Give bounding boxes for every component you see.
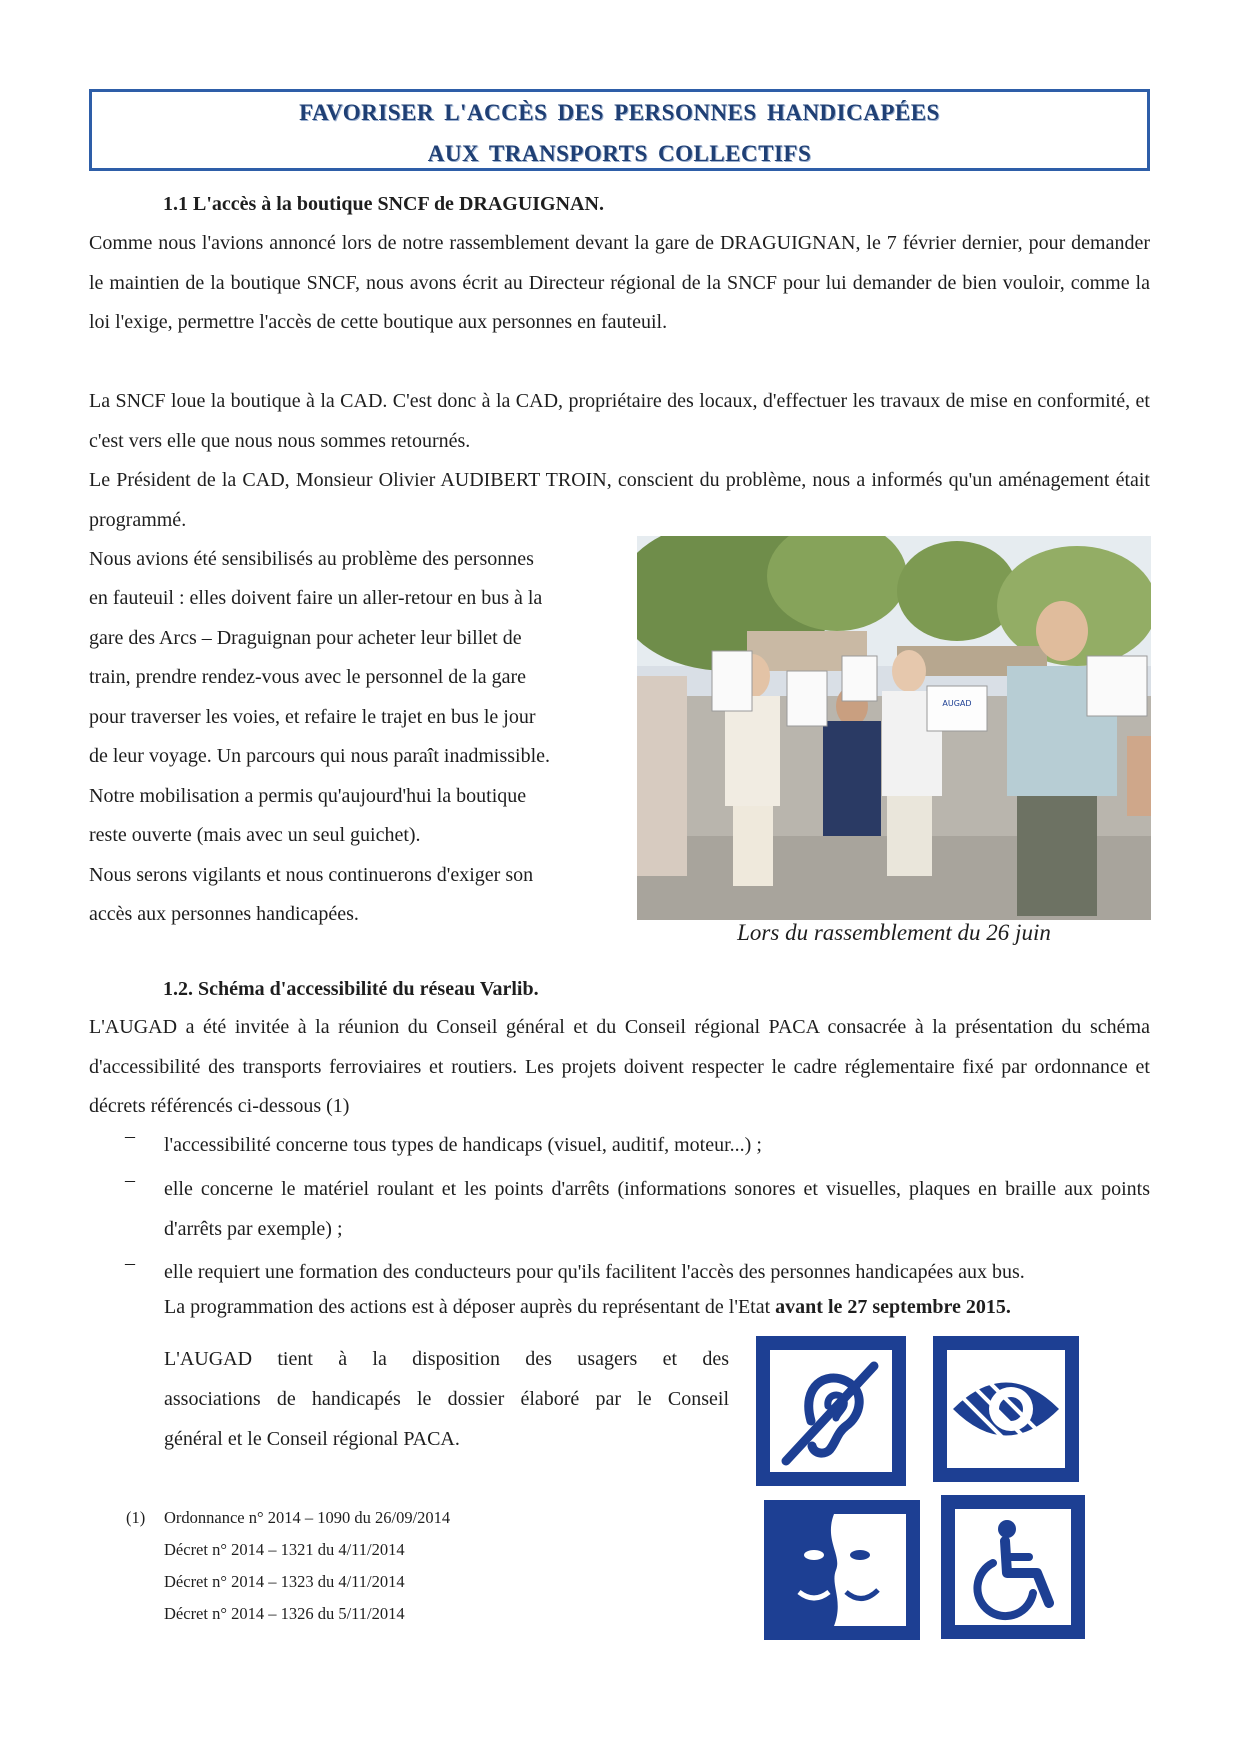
list-item: elle requiert une formation des conducteurs pour qu'ils facilitent l'accès des personnes handicapées aux bus. (164, 1261, 1025, 1283)
section-1-paragraph-1: Comme nous l'avions annoncé lors de notre rassemblement devant la gare de DRAGUIGNAN, le 7 février dernier, pour demander le maintien de la boutique SNCF, nous avons écrit au Directeur régional de la SNCF pour lui demander de bien vouloir, comme la loi l'exige, permettre l'accès de cette boutique aux personnes en fauteuil. (89, 232, 1150, 333)
text-line: Notre mobilisation a permis qu'aujourd'hui la boutique (89, 785, 527, 807)
footnote-marker: (1) (126, 1508, 146, 1527)
list-item: elle concerne le matériel roulant et les points d'arrêts (informations sonores et visuelles, plaques en braille aux points d'arrêts par exemple) ; (164, 1178, 1150, 1240)
section-2-paragraph-1: L'AUGAD a été invitée à la réunion du Conseil général et du Conseil régional PACA consacrée à la présentation du schéma d'accessibilité des transports ferroviaires et routiers. Les projets doivent respecter le cadre réglementaire fixé par ordonnance et décrets référencés ci-dessous (1) (89, 1016, 1150, 1117)
mental-disability-icon (764, 1500, 920, 1645)
hearing-impaired-icon (756, 1336, 906, 1491)
list-item: l'accessibilité concerne tous types de handicaps (visuel, auditif, moteur...) ; (164, 1134, 762, 1156)
footnote-item: Décret n° 2014 – 1321 du 4/11/2014 (164, 1540, 405, 1559)
rally-photo (637, 536, 1151, 920)
deadline-line (164, 1296, 1011, 1319)
photo-caption: Lors du rassemblement du 26 juin (737, 920, 1051, 945)
text-line: associations de handicapés le dossier élaboré par le Conseil (164, 1388, 729, 1410)
text-line: L'AUGAD tient à la disposition des usagers et des (164, 1348, 729, 1370)
text-line: reste ouverte (mais avec un seul guichet). (89, 824, 421, 846)
page-title-line-1: FAVORISER L'ACCÈS DES PERSONNES HANDICAPÉES (299, 100, 940, 125)
text-line: accès aux personnes handicapées. (89, 903, 359, 925)
text-line: général et le Conseil régional PACA. (164, 1428, 460, 1450)
text-line: de leur voyage. Un parcours qui nous paraît inadmissible. (89, 745, 550, 767)
title-box (89, 89, 1150, 171)
sign-text: AUGAD (942, 699, 972, 708)
list-bullet: – (125, 1252, 135, 1274)
footnote-item: Décret n° 2014 – 1326 du 5/11/2014 (164, 1604, 405, 1623)
section-1-heading: 1.1 L'accès à la boutique SNCF de DRAGUIGNAN. (163, 193, 604, 215)
footnote-item: Ordonnance n° 2014 – 1090 du 26/09/2014 (164, 1508, 451, 1527)
text-line: Nous serons vigilants et nous continuerons d'exiger son (89, 864, 534, 886)
page-title-line-2: AUX TRANSPORTS COLLECTIFS (427, 141, 812, 166)
text-line: Nous avions été sensibilisés au problème des personnes (89, 548, 534, 570)
wheelchair-icon (941, 1495, 1085, 1644)
list-bullet: – (125, 1169, 135, 1191)
text-line: pour traverser les voies, et refaire le trajet en bus le jour (89, 706, 536, 728)
visually-impaired-icon (933, 1336, 1079, 1487)
deadline-date: avant le 27 septembre 2015. (775, 1296, 1011, 1318)
text-line: en fauteuil : elles doivent faire un aller-retour en bus à la (89, 587, 543, 609)
text-line: gare des Arcs – Draguignan pour acheter leur billet de (89, 627, 522, 649)
list-bullet: – (125, 1125, 135, 1147)
section-1-paragraph-3: Le Président de la CAD, Monsieur Olivier AUDIBERT TROIN, conscient du problème, nous a informés qu'un aménagement était programmé. (89, 469, 1150, 531)
text-line: train, prendre rendez-vous avec le personnel de la gare (89, 666, 527, 688)
section-2-heading: 1.2. Schéma d'accessibilité du réseau Varlib. (163, 978, 539, 1000)
section-1-paragraph-2: La SNCF loue la boutique à la CAD. C'est donc à la CAD, propriétaire des locaux, d'effectuer les travaux de mise en conformité, et c'est vers elle que nous nous sommes retournés. (89, 390, 1150, 452)
deadline-text: La programmation des actions est à déposer auprès du représentant de l'Etat (164, 1296, 776, 1318)
footnote-item: Décret n° 2014 – 1323 du 4/11/2014 (164, 1572, 405, 1591)
